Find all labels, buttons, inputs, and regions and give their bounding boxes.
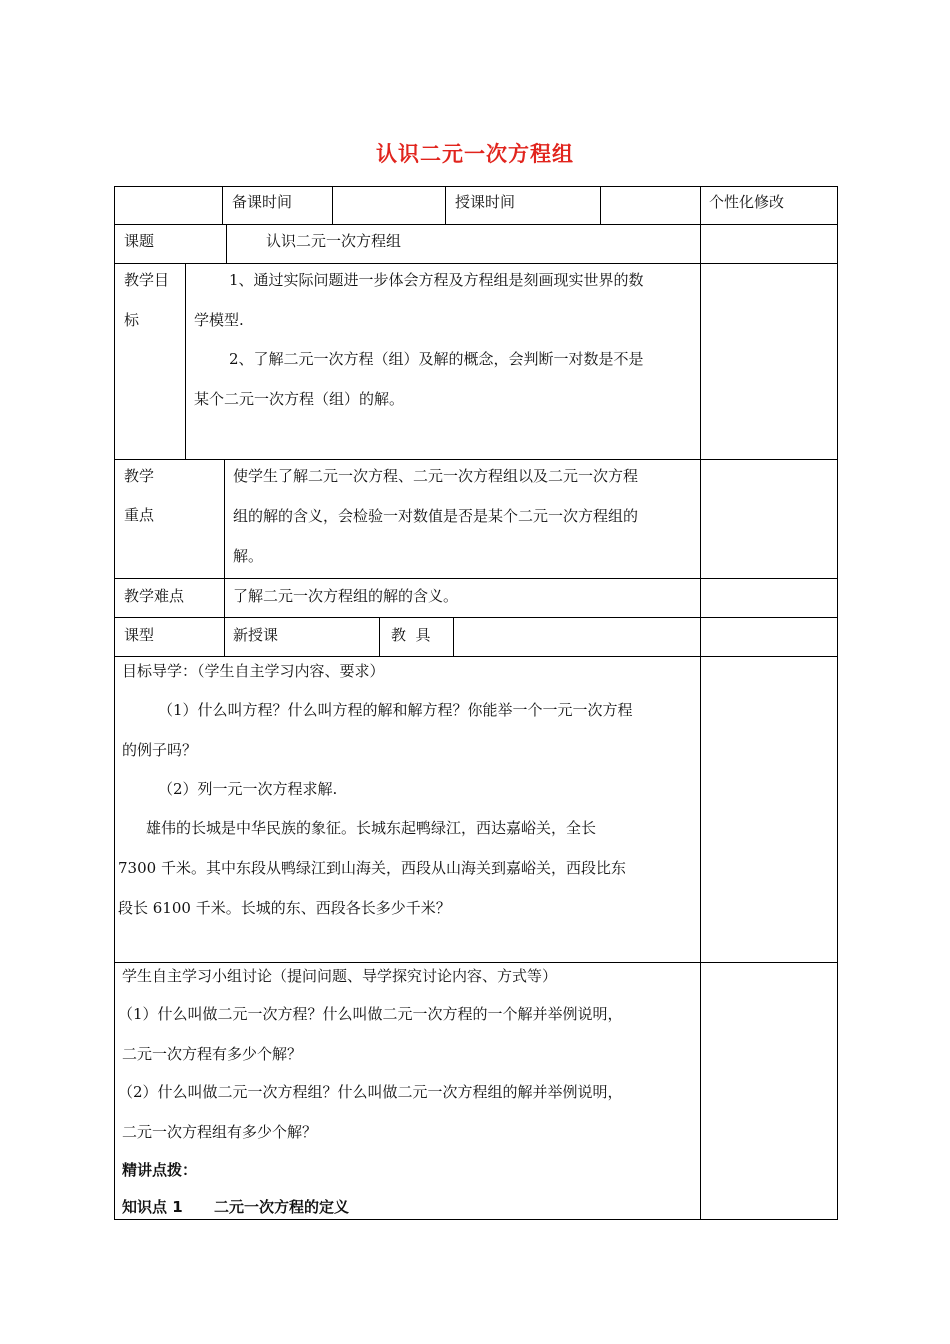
story-line-1: 雄伟的长城是中华民族的象征。长城东起鸭绿江，西达嘉峪关，全长 — [146, 819, 597, 837]
document-title: 认识二元一次方程组 — [376, 142, 574, 166]
difficulty-label: 教学难点 — [124, 587, 185, 605]
story-line-2: 7300 千米。其中东段从鸭绿江到山海关，西段从山海关到嘉峪关，西段比东 — [118, 859, 626, 877]
objective-1: 1、通过实际问题进一步体会方程及方程组是刻画现实世界的数 — [229, 271, 644, 289]
tools-label: 教 具 — [391, 626, 431, 644]
discussion-q2: （2）什么叫做二元一次方程组？什么叫做二元一次方程组的解并举例说明， — [118, 1083, 623, 1101]
lesson-type-label: 课型 — [124, 626, 155, 644]
guide-q1-cont: 的例子吗？ — [122, 741, 198, 759]
objective-2: 2、了解二元一次方程（组）及解的概念，会判断一对数是不是 — [229, 350, 644, 368]
key-points-line-3: 解。 — [233, 547, 264, 565]
discussion-heading: 学生自主学习小组讨论（提问问题、导学探究讨论内容、方式等） — [122, 967, 558, 985]
prep-time-label: 备课时间 — [232, 193, 293, 211]
teach-time-label: 授课时间 — [455, 193, 516, 211]
guide-q1: （1）什么叫方程？什么叫方程的解和解方程？你能举一个一元一次方程 — [158, 701, 633, 719]
key-points-label-cont: 重点 — [124, 506, 155, 524]
topic-label: 课题 — [124, 232, 155, 250]
key-points-line-1: 使学生了解二元一次方程、二元一次方程组以及二元一次方程 — [233, 467, 639, 485]
knowledge-point-heading: 知识点 1 二元一次方程的定义 — [122, 1198, 349, 1216]
lesson-type-value: 新授课 — [233, 626, 279, 644]
personal-edit-label: 个性化修改 — [709, 193, 785, 211]
key-points-line-2: 组的解的含义，会检验一对数值是否是某个二元一次方程组的 — [233, 507, 639, 525]
discussion-q1-cont: 二元一次方程有多少个解？ — [122, 1045, 303, 1063]
key-points-label: 教学 — [124, 467, 155, 485]
precise-explanation-label: 精讲点拨： — [122, 1161, 198, 1179]
objectives-label-cont: 标 — [124, 311, 140, 329]
story-line-3: 段长 6100 千米。长城的东、西段各长多少千米？ — [118, 899, 451, 917]
discussion-q1: （1）什么叫做二元一次方程？什么叫做二元一次方程的一个解并举例说明， — [118, 1005, 623, 1023]
objective-2-cont: 某个二元一次方程（组）的解。 — [194, 390, 405, 408]
topic-value: 认识二元一次方程组 — [266, 232, 402, 250]
objectives-label: 教学目 — [124, 271, 170, 289]
discussion-q2-cont: 二元一次方程组有多少个解？ — [122, 1123, 318, 1141]
objective-1-cont: 学模型. — [194, 311, 244, 329]
difficulty-value: 了解二元一次方程组的解的含义。 — [233, 587, 459, 605]
guide-q2: （2）列一元一次方程求解. — [158, 780, 338, 798]
guide-heading: 目标导学：（学生自主学习内容、要求） — [122, 662, 385, 680]
